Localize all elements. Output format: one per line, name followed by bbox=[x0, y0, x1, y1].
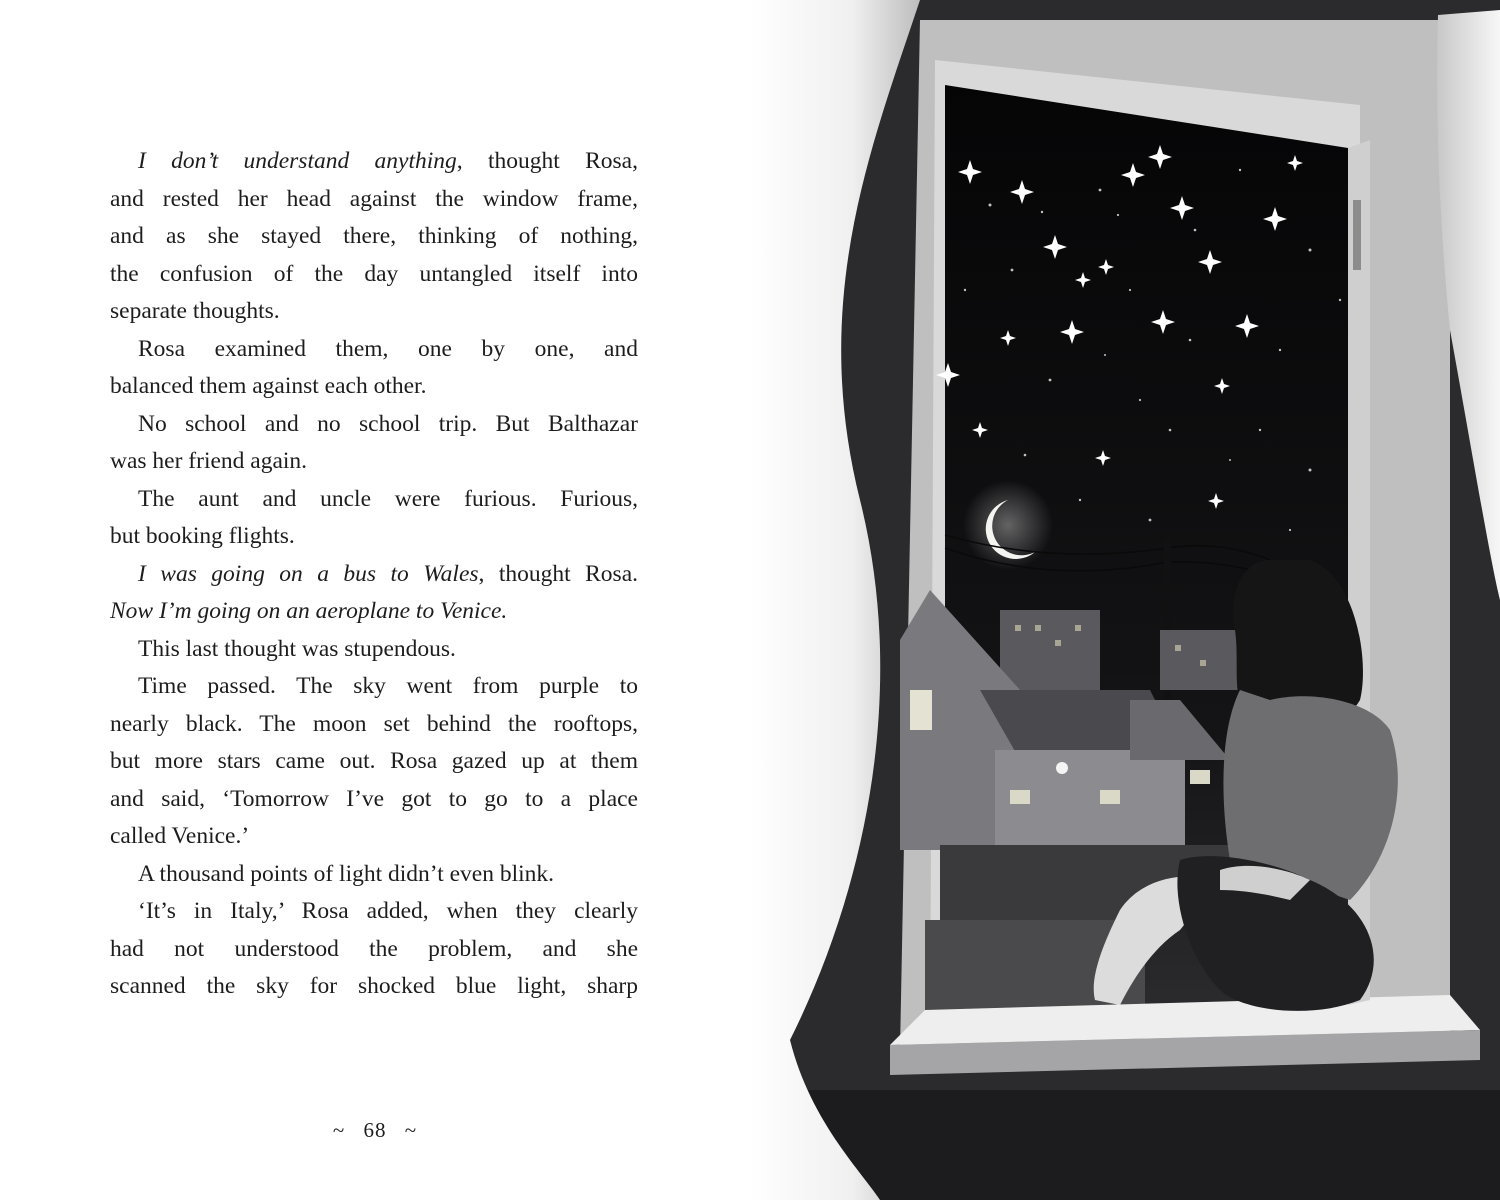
house-window-3 bbox=[1190, 770, 1210, 784]
text-segment: was her friend again. bbox=[110, 448, 308, 474]
text-line bbox=[110, 331, 638, 369]
text-segment: and said, ‘Tomorrow I’ve got to go to a place bbox=[110, 785, 638, 812]
italic-text: I don’t understand anything bbox=[138, 148, 457, 174]
page-number bbox=[0, 1118, 750, 1143]
text-line bbox=[110, 931, 638, 969]
night-window-illustration bbox=[750, 0, 1500, 1200]
text-line bbox=[110, 293, 638, 331]
text-line bbox=[110, 518, 638, 556]
text-line bbox=[110, 893, 638, 931]
text-line bbox=[110, 818, 638, 856]
text-segment: ‘It’s in Italy,’ Rosa added, when they clearly bbox=[138, 898, 638, 924]
text-segment: , thought Rosa. bbox=[478, 560, 638, 587]
folio-number: 68 bbox=[363, 1118, 387, 1142]
text-line bbox=[110, 706, 638, 744]
italic-text: I was going on a bus to Wales bbox=[138, 560, 479, 587]
text-line bbox=[110, 593, 638, 631]
text-line bbox=[110, 218, 638, 256]
text-segment: nearly black. The moon set behind the rooftops, bbox=[110, 710, 638, 737]
text-line bbox=[110, 556, 638, 594]
street-lamp bbox=[1056, 762, 1068, 774]
folio-ornament-right: ~ bbox=[404, 1118, 418, 1142]
text-line bbox=[110, 481, 638, 519]
text-line bbox=[110, 743, 638, 781]
text-segment: scanned the sky for shocked blue light, sharp bbox=[110, 973, 638, 999]
text-line bbox=[110, 631, 638, 669]
text-line bbox=[110, 181, 638, 219]
text-segment: This last thought was stupendous. bbox=[138, 635, 456, 662]
illustration-svg bbox=[750, 0, 1500, 1200]
text-segment: but more stars came out. Rosa gazed up at them bbox=[110, 748, 638, 774]
text-line bbox=[110, 443, 638, 481]
text-segment: A thousand points of light didn’t even blink. bbox=[138, 860, 555, 887]
text-line bbox=[110, 256, 638, 294]
text-segment: the confusion of the day untangled itself into bbox=[110, 260, 638, 287]
body-text bbox=[110, 143, 638, 1006]
text-segment: No school and no school trip. But Balthazar bbox=[138, 410, 638, 437]
house-window bbox=[1010, 790, 1030, 804]
text-segment: had not understood the problem, and she bbox=[110, 935, 638, 962]
text-line bbox=[110, 781, 638, 819]
text-segment: balanced them against each other. bbox=[110, 373, 427, 399]
lit-window bbox=[910, 690, 932, 730]
text-line bbox=[110, 968, 638, 1006]
italic-text: Now I’m going on an aeroplane to Venice. bbox=[110, 598, 508, 624]
text-segment: Rosa examined them, one by one, and bbox=[138, 335, 638, 362]
text-segment: Time passed. The sky went from purple to bbox=[138, 673, 638, 699]
text-segment: The aunt and uncle were furious. Furious, bbox=[138, 485, 638, 512]
text-line bbox=[110, 368, 638, 406]
house-window-2 bbox=[1100, 790, 1120, 804]
text-line bbox=[110, 856, 638, 894]
text-line bbox=[110, 406, 638, 444]
text-segment: called Venice.’ bbox=[110, 823, 250, 849]
text-segment: and rested her head against the window frame, bbox=[110, 185, 638, 212]
text-segment: and as she stayed there, thinking of nothing, bbox=[110, 223, 638, 249]
text-segment: , thought Rosa, bbox=[456, 148, 638, 174]
text-line bbox=[110, 143, 638, 181]
text-line bbox=[110, 668, 638, 706]
text-segment: but booking flights. bbox=[110, 523, 295, 549]
folio-ornament-left: ~ bbox=[332, 1118, 346, 1142]
window-hinge bbox=[1353, 200, 1361, 270]
text-segment: separate thoughts. bbox=[110, 298, 280, 324]
